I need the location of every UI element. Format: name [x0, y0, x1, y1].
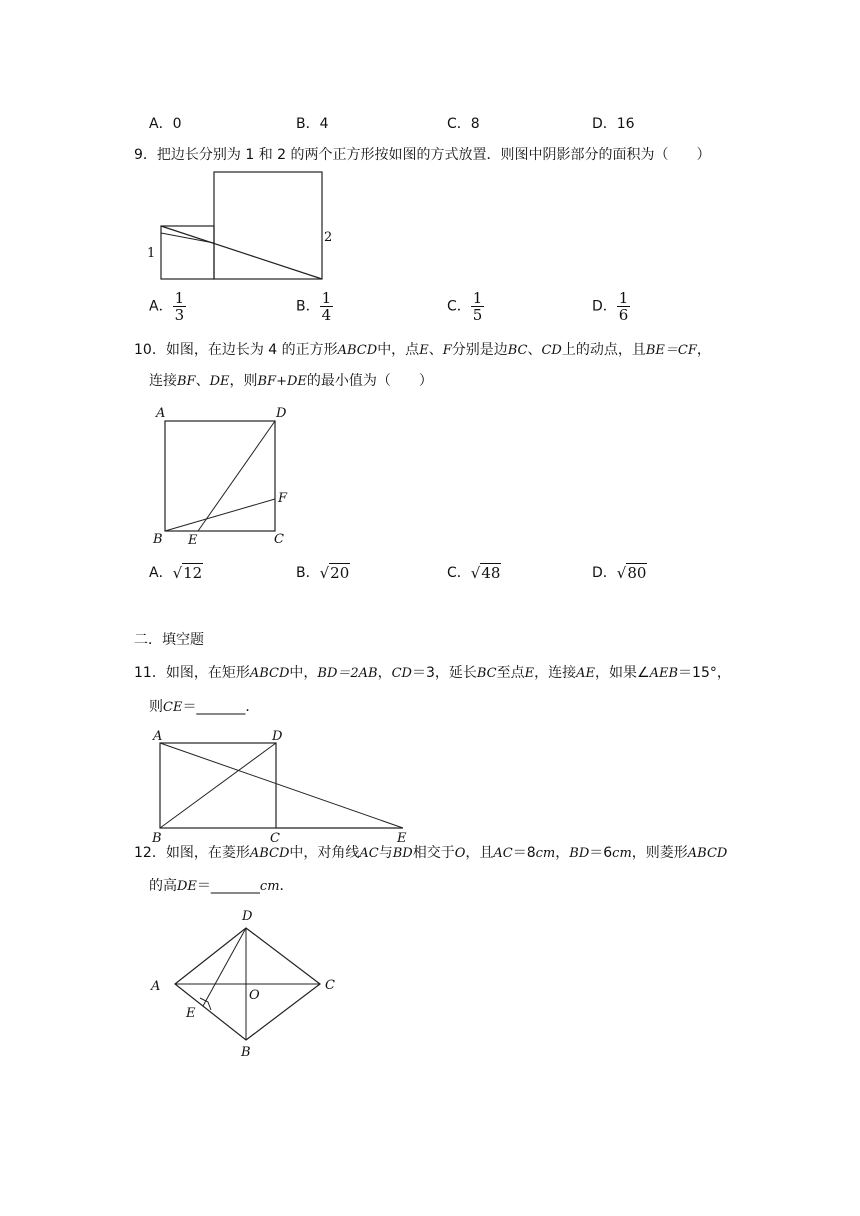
- q12-t6: BD: [392, 846, 413, 861]
- section-title: 二．填空题: [134, 632, 204, 648]
- q10-t3: 中，点: [377, 342, 420, 358]
- q12-t1: 12．如图，在菱形: [134, 845, 250, 861]
- q10-t9: 、: [527, 342, 542, 358]
- q9-option-d-fraction: [617, 290, 631, 323]
- q12-t9: ，且: [465, 845, 494, 861]
- q10-option-d-sqrt: √80: [616, 564, 647, 582]
- q9-label-2: 2: [324, 230, 333, 245]
- q12-t15: ＝6: [589, 845, 613, 861]
- q11-t17: CE: [163, 700, 183, 715]
- q10-option-b: [296, 562, 350, 582]
- q10-t8: BC: [507, 343, 528, 358]
- q10-segment-de: [198, 421, 275, 531]
- q12-label-d: D: [242, 909, 253, 924]
- q10-t19: BF+DE: [257, 374, 307, 389]
- q8-option-a: A．0: [149, 116, 182, 132]
- q11-line1: [134, 663, 731, 684]
- q9-option-b-num: 1: [321, 289, 332, 307]
- q11-t10: E: [524, 666, 535, 681]
- q12-t13: ，: [555, 845, 570, 861]
- q10-option-d-radicand: 80: [627, 564, 647, 582]
- q12-label-e: E: [186, 1006, 196, 1021]
- q12-t14: BD: [569, 846, 590, 861]
- q12-height-de: [203, 928, 246, 1006]
- q11-t3: 中，: [289, 665, 318, 681]
- q9-option-b-den: 4: [321, 306, 332, 324]
- q11-label-a: A: [153, 729, 163, 744]
- q12-t12: cm: [535, 846, 556, 861]
- q11-t15: ＝15°，: [678, 665, 731, 681]
- q11-t2: ABCD: [249, 666, 290, 681]
- q9-small-square: [161, 226, 214, 279]
- q9-option-c: [447, 290, 484, 323]
- q10-label-f: F: [278, 491, 288, 506]
- q10-t5: 、: [428, 342, 443, 358]
- q9-option-c-num: 1: [472, 289, 483, 307]
- q11-t13: ，如果∠: [595, 665, 650, 681]
- q12-figure: [148, 905, 348, 1060]
- q11-t18: ＝_______．: [182, 699, 260, 715]
- q10-figure: [150, 402, 300, 550]
- q9-option-b-prefix: B．: [296, 298, 320, 315]
- q10-t7: 分别是边: [451, 342, 508, 358]
- q10-option-c-prefix: C．: [447, 565, 471, 581]
- q11-t9: 至点: [496, 665, 525, 681]
- q12-label-a: A: [151, 979, 161, 994]
- q11-t4: BD＝2AB: [317, 666, 378, 681]
- q9-option-a-num: 1: [174, 289, 185, 307]
- q9-large-square: [214, 172, 322, 279]
- q11-t8: BC: [476, 666, 497, 681]
- q11-label-d: D: [272, 729, 283, 744]
- q11-t7: ＝3，延长: [411, 665, 477, 681]
- q9-option-d-den: 6: [618, 306, 629, 324]
- q12-label-b: B: [241, 1045, 251, 1060]
- q9-label-1: 1: [147, 246, 156, 261]
- q12-t3: 中，对角线: [289, 845, 360, 861]
- q11-t5: ，: [377, 665, 392, 681]
- q10-t12: BE＝CF: [645, 343, 697, 358]
- q10-label-b: B: [153, 532, 163, 547]
- q10-t14: 连接: [149, 373, 177, 389]
- q12-t23: ．: [279, 878, 294, 894]
- q10-t16: 、: [195, 373, 210, 389]
- q12-t21: ＝_______: [196, 878, 260, 894]
- q10-label-c: C: [274, 532, 284, 547]
- q11-t12: AE: [576, 666, 596, 681]
- q10-t4: E: [419, 343, 429, 358]
- q11-t11: ，连接: [534, 665, 577, 681]
- q9-option-d-num: 1: [618, 289, 629, 307]
- q12-t19: 的高: [149, 878, 177, 894]
- q10-line1: [134, 340, 711, 361]
- q9-option-b-fraction: [320, 290, 334, 323]
- q10-option-c-sqrt: √48: [470, 564, 501, 582]
- q10-option-b-radicand: 20: [330, 564, 350, 582]
- q10-label-a: A: [156, 406, 166, 421]
- q10-option-a-sqrt: √12: [172, 564, 203, 582]
- q11-segment-ae: [160, 743, 403, 828]
- q10-segment-bf: [165, 499, 275, 531]
- q9-option-b: [296, 290, 333, 323]
- q10-option-b-prefix: B．: [296, 565, 320, 581]
- q11-figure: [148, 727, 418, 846]
- q9-option-c-fraction: [471, 290, 485, 323]
- q10-option-a-radicand: 12: [183, 564, 203, 582]
- q12-label-c: C: [325, 978, 335, 993]
- q12-t8: O: [454, 846, 466, 861]
- q9-stem: 9．把边长分别为 1 和 2 的两个正方形按如图的方式放置．则图中阴影部分的面积为（ ）: [134, 147, 711, 163]
- q11-label-e: E: [397, 831, 407, 846]
- q12-t17: ，则菱形: [631, 845, 688, 861]
- q10-t13: ，: [696, 342, 711, 358]
- q12-line1: [134, 843, 727, 864]
- q10-option-a-prefix: A．: [149, 565, 173, 581]
- q9-option-c-prefix: C．: [447, 298, 471, 315]
- q12-t16: cm: [612, 846, 632, 861]
- q10-t6: F: [442, 343, 452, 358]
- q10-t17: DE: [209, 374, 230, 389]
- q10-option-a: [149, 562, 203, 582]
- q8-option-d: D．16: [592, 116, 635, 132]
- q9-option-a-fraction: [173, 290, 187, 323]
- q11-t6: CD: [391, 666, 412, 681]
- q12-t22: cm: [259, 879, 280, 894]
- q11-t1: 11．如图，在矩形: [134, 665, 250, 681]
- q9-option-d: [592, 290, 630, 323]
- q11-t16: 则: [149, 699, 163, 715]
- q8-option-b: B．4: [296, 116, 329, 132]
- q10-option-b-sqrt: √20: [319, 564, 350, 582]
- q11-line2: [149, 697, 259, 718]
- q12-line2: [149, 876, 294, 897]
- q11-label-b: B: [152, 831, 162, 846]
- q9-option-a-prefix: A．: [149, 298, 173, 315]
- q10-t18: ，则: [229, 373, 258, 389]
- q12-t20: DE: [177, 879, 197, 894]
- q10-line2: [149, 371, 433, 392]
- q10-t10: CD: [541, 343, 562, 358]
- q12-t4: AC: [359, 846, 379, 861]
- q10-option-c: [447, 562, 501, 582]
- q9-option-a: [149, 290, 186, 323]
- q9-option-a-den: 3: [174, 306, 185, 324]
- q12-t18: ABCD: [687, 846, 728, 861]
- q11-diagonal-bd: [160, 743, 276, 828]
- q12-t11: ＝8: [512, 845, 536, 861]
- q10-t15: BF: [177, 374, 196, 389]
- q10-option-d: [592, 562, 647, 582]
- q10-label-e: E: [188, 533, 198, 548]
- q9-figure: [140, 168, 340, 286]
- q12-t10: AC: [493, 846, 513, 861]
- q12-t7: 相交于: [412, 845, 455, 861]
- q10-t11: 上的动点，且: [561, 342, 646, 358]
- q10-t2: ABCD: [337, 343, 378, 358]
- q11-label-c: C: [270, 831, 280, 846]
- q12-label-o: O: [249, 988, 260, 1003]
- q12-t2: ABCD: [249, 846, 290, 861]
- q9-diagonal-line: [161, 226, 322, 279]
- q10-option-d-prefix: D．: [592, 565, 617, 581]
- q8-option-c: C．8: [447, 116, 480, 132]
- q9-option-c-den: 5: [472, 306, 483, 324]
- q10-t20: 的最小值为（ ）: [306, 373, 433, 389]
- q10-option-c-radicand: 48: [481, 564, 501, 582]
- q10-label-d: D: [276, 406, 287, 421]
- q11-t14: AEB: [649, 666, 679, 681]
- q9-option-d-prefix: D．: [592, 298, 617, 315]
- q10-t1: 10．如图，在边长为 4 的正方形: [134, 342, 338, 358]
- q12-t5: 与: [378, 845, 393, 861]
